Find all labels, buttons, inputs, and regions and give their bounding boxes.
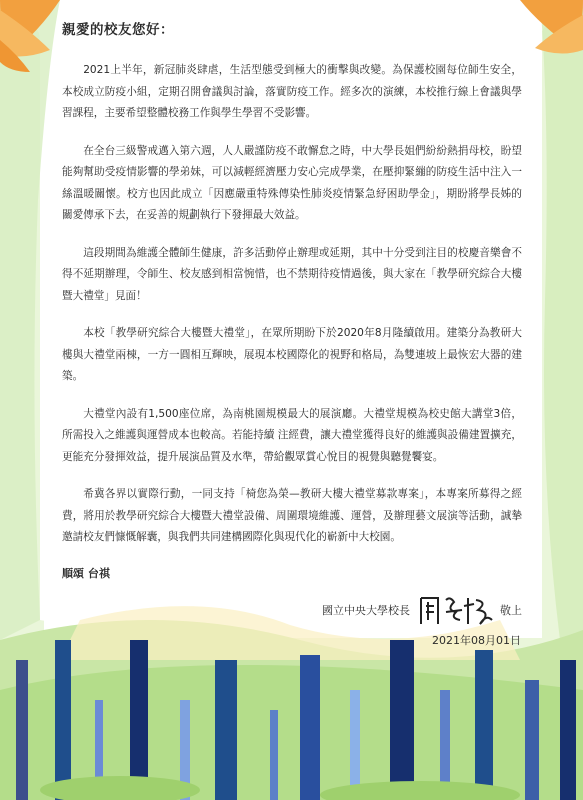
paragraph: 2021上半年，新冠肺炎肆虐，生活型態受到極大的衝擊與改變。為保護校園每位師生安全，本校成立防疫小組，定期召開會議與討論，落實防疫工作。經多次的演練，本校推行線上會議與學習課程，主要希望整體校務工作與學生學習不受影響。: [62, 64, 522, 119]
greeting: 親愛的校友您好：: [62, 22, 174, 38]
handwritten-signature: [416, 590, 496, 630]
paragraph: 本校「教學研究綜合大樓暨大禮堂」，在眾所期盼下於2020年8月隆續啟用。建築分為教研大樓與大禮堂兩棟，一方一圓相互輝映，展現本校國際化的視野和格局，為雙連坡上最恢宏大器的建築。: [62, 327, 522, 382]
paragraph: 這段期間為維護全體師生健康，許多活動停止辦理或延期，其中十分受到注目的校慶音樂會不得不延期辦理，令師生、校友感到相當惋惜，也不禁期待疫情過後，與大家在「教學研究綜合大樓暨大禮堂」見面！: [62, 246, 522, 302]
paragraph: 大禮堂內設有1,500座位席，為南桃園規模最大的展演廳。大禮堂規模為校史館大講堂3倍，所需投入之維護與運營成本也較高。若能持續 注經費，讓大禮堂獲得良好的維護與設備建置擴充，更能充分發揮效益，提升展演品質及水準，帶給觀眾賞心悅目的視覺與聽覺饗宴。: [62, 407, 522, 463]
signature-row: [62, 590, 522, 630]
closing: 順頌 台祺: [62, 566, 110, 580]
signature-suffix: 敬上: [500, 604, 522, 617]
paragraph: 在全台三級警戒邁入第六週，人人嚴謹防疫不敢懈怠之時，中大學長姐們紛紛熱捐母校，盼望能夠幫助受疫情影響的學弟妹，可以減輕經濟壓力安心完成學業，在壓抑緊繃的防疫生活中注入一絲溫暖關懷。校方也因此成立「因應嚴重特殊傳染性肺炎疫情緊急紓困助學金」，期盼將學長姊的關愛傳承下去，在妥善的規劃執行下發揮最大效益。: [62, 144, 522, 221]
letter-date: 2021年08月01日: [432, 634, 521, 647]
paragraph: 希冀各界以實際行動，一同支持「椅您為榮—教研大樓大禮堂募款專案」，本專案所募得之經費，將用於教學研究綜合大樓暨大禮堂設備、周圍環境維護、運營，及辦理藝文展演等活動，誠摯邀請校友們慷慨解囊，與我們共同建構國際化與現代化的嶄新中大校園。: [62, 488, 522, 543]
letter-body: [62, 20, 522, 581]
signature-title: 國立中央大學校長: [322, 604, 410, 617]
